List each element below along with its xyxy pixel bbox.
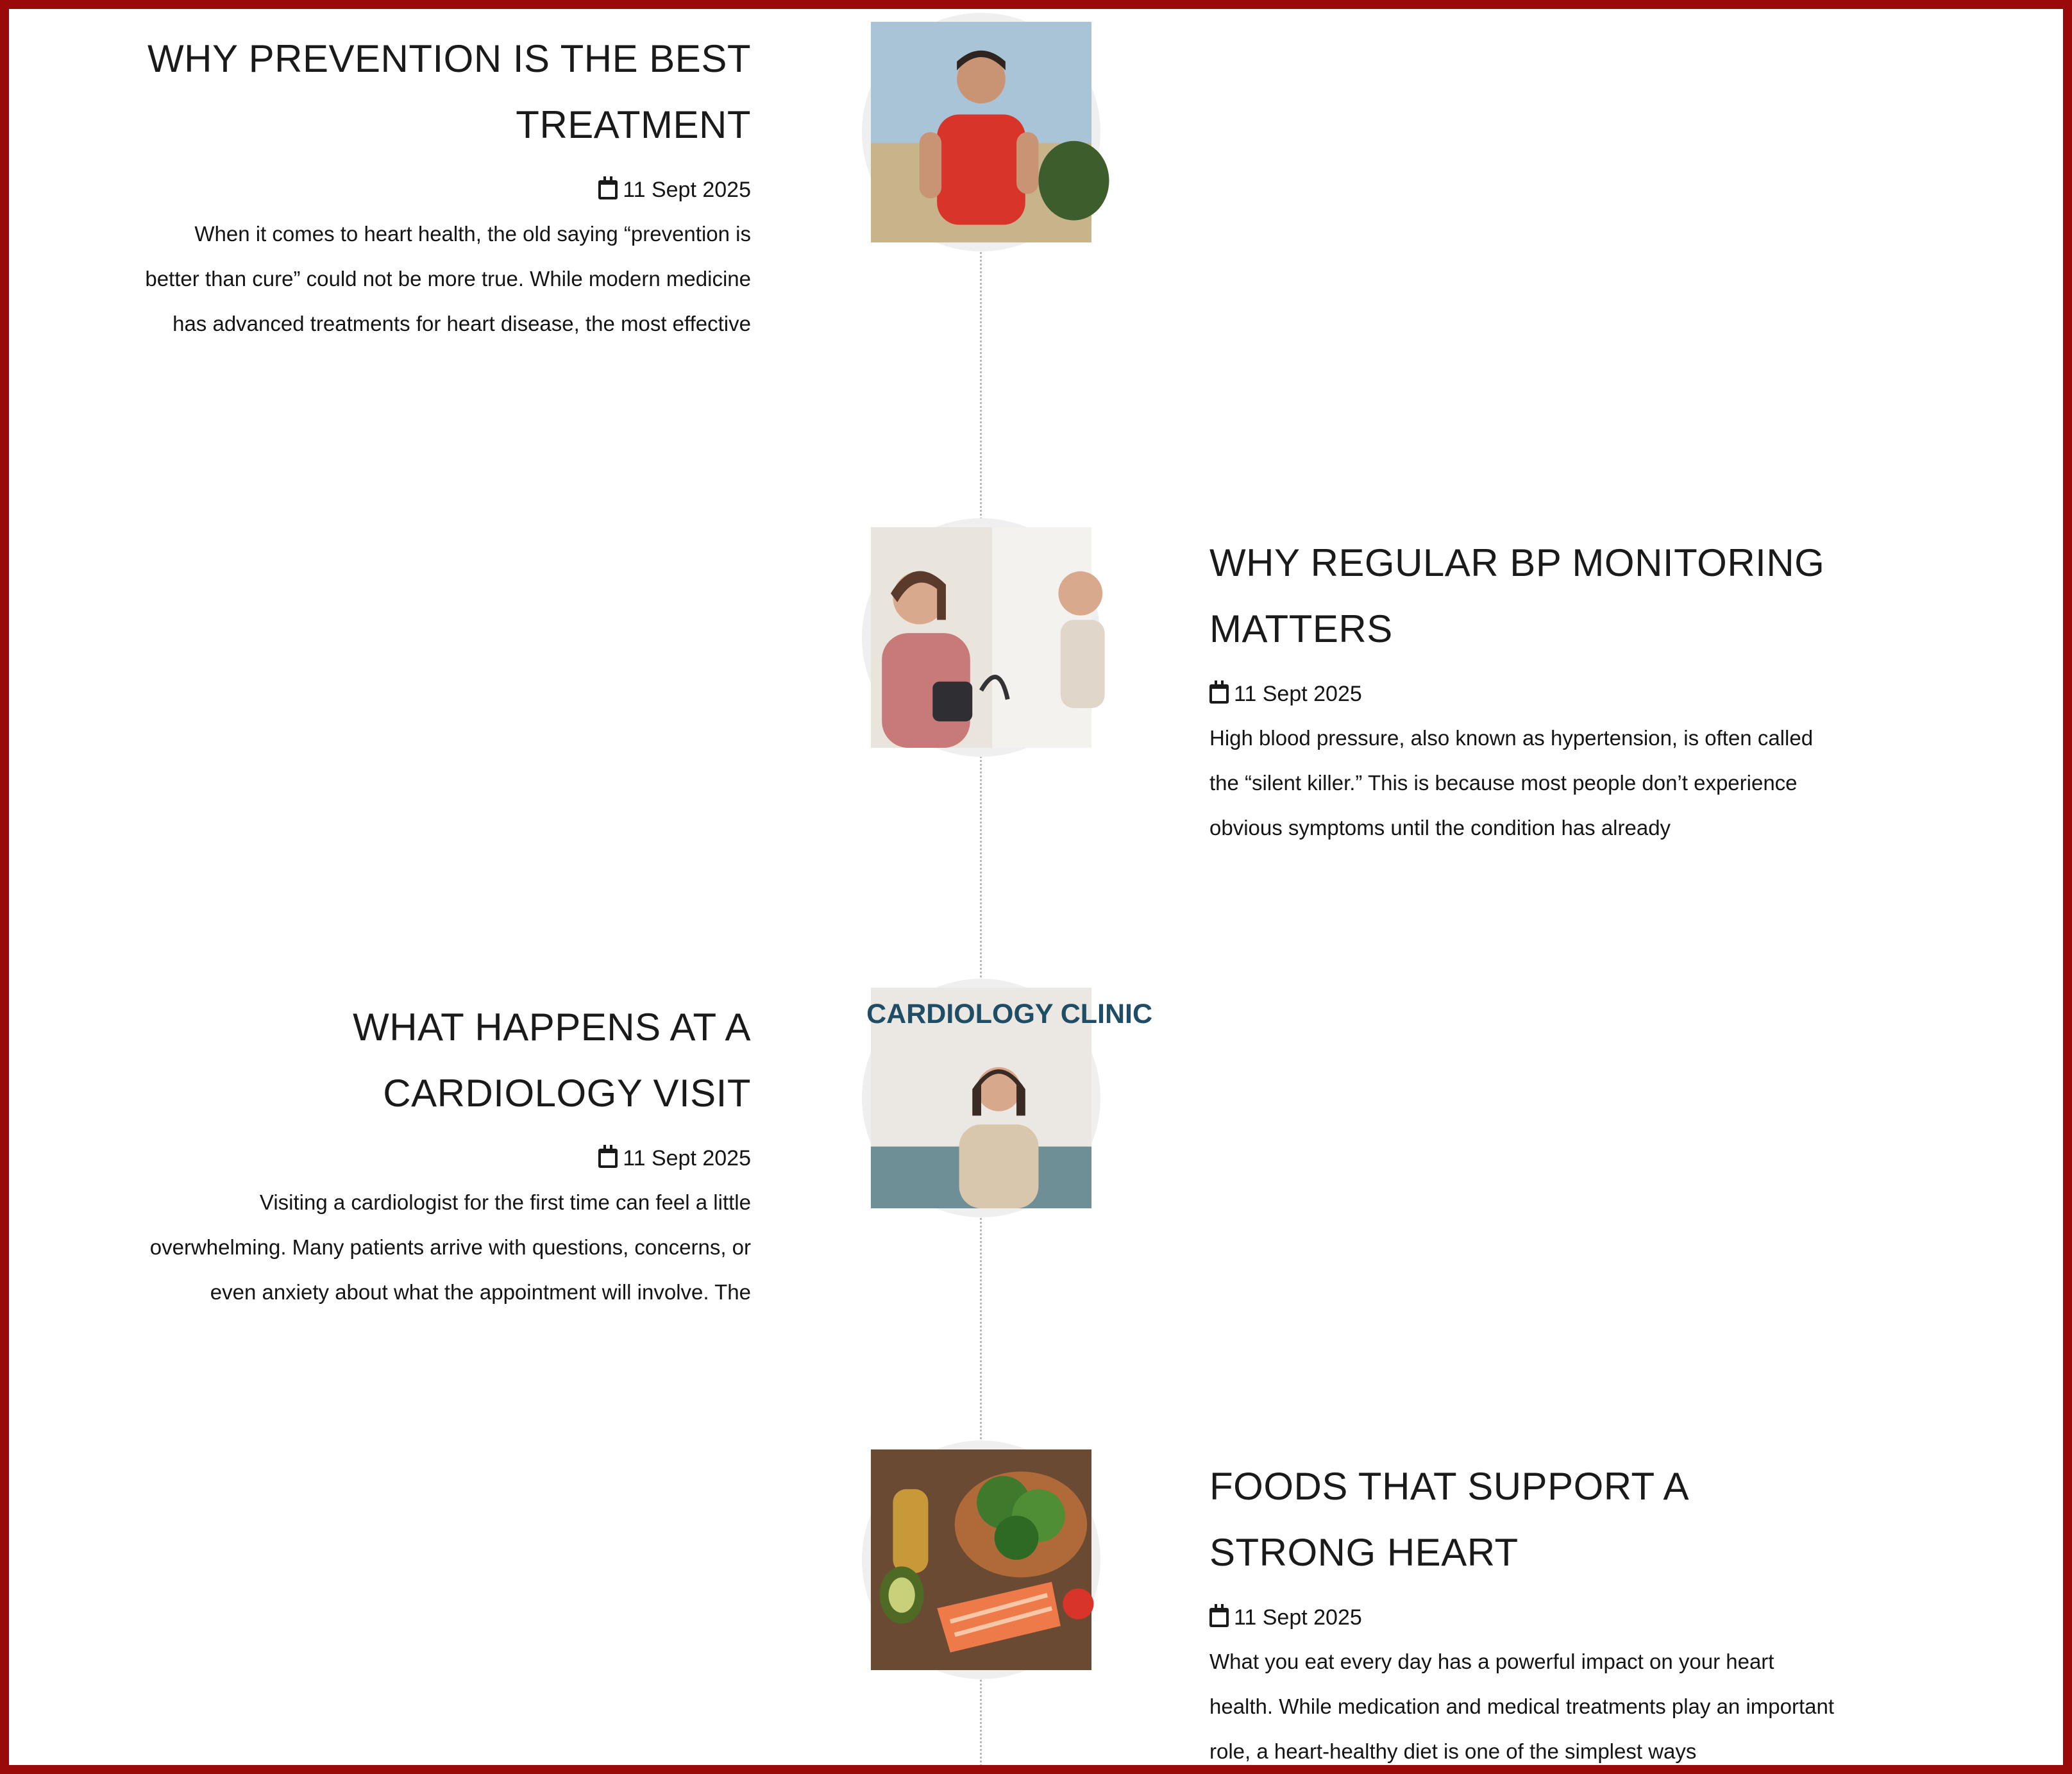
calendar-icon xyxy=(1209,684,1229,704)
post-date-text: 11 Sept 2025 xyxy=(1234,682,1362,706)
post-date xyxy=(1209,1605,1838,1630)
post-excerpt: What you eat every day has a powerful impact on your heart health. While medication and medical treatments play an important role, a heart-healthy diet is one of the simplest ways xyxy=(1209,1650,1834,1763)
post-excerpt: Visiting a cardiologist for the first time can feel a little overwhelming. Many patients arrive with questions, concerns, or even anxiety about what the appointment will involve. The xyxy=(149,1190,751,1304)
post-title[interactable]: WHAT HAPPENS AT A CARDIOLOGY VISIT xyxy=(353,1006,751,1115)
post-date-text: 11 Sept 2025 xyxy=(1234,1605,1362,1630)
post-title[interactable]: WHY PREVENTION IS THE BEST TREATMENT xyxy=(147,37,751,146)
post-date xyxy=(135,177,751,203)
calendar-icon xyxy=(1209,1608,1229,1627)
post-card-heart-foods xyxy=(1209,1453,1834,1774)
post-card-bp-monitoring xyxy=(1209,530,1825,850)
post-date-text: 11 Sept 2025 xyxy=(623,178,751,202)
post-title[interactable]: WHY REGULAR BP MONITORING MATTERS xyxy=(1209,541,1825,650)
calendar-icon xyxy=(598,1149,618,1168)
post-image-bp-check[interactable] xyxy=(862,518,1100,757)
post-excerpt: High blood pressure, also known as hypertension, is often called the “silent killer.” This is because most people don’t experience obvious symptoms until the condition has already xyxy=(1209,726,1814,840)
post-date-text: 11 Sept 2025 xyxy=(623,1146,751,1170)
post-image-cardiology-clinic[interactable] xyxy=(862,979,1153,1217)
clinic-sign-text: CARDIOLOGY CLINIC xyxy=(866,999,1153,1030)
post-excerpt: When it comes to heart health, the old saying “prevention is better than cure” could not be more true. While modern medicine has advanced treatments for heart disease, the most effective xyxy=(145,222,751,335)
calendar-icon xyxy=(598,180,618,199)
post-date xyxy=(1209,681,1825,707)
post-image-man-running[interactable] xyxy=(862,13,1100,251)
post-card-prevention xyxy=(0,26,752,346)
post-title[interactable]: FOODS THAT SUPPORT A STRONG HEART xyxy=(1209,1465,1687,1574)
post-date xyxy=(135,1145,751,1171)
post-image-heart-foods[interactable] xyxy=(862,1440,1100,1679)
post-card-cardiology-visit xyxy=(0,994,752,1315)
